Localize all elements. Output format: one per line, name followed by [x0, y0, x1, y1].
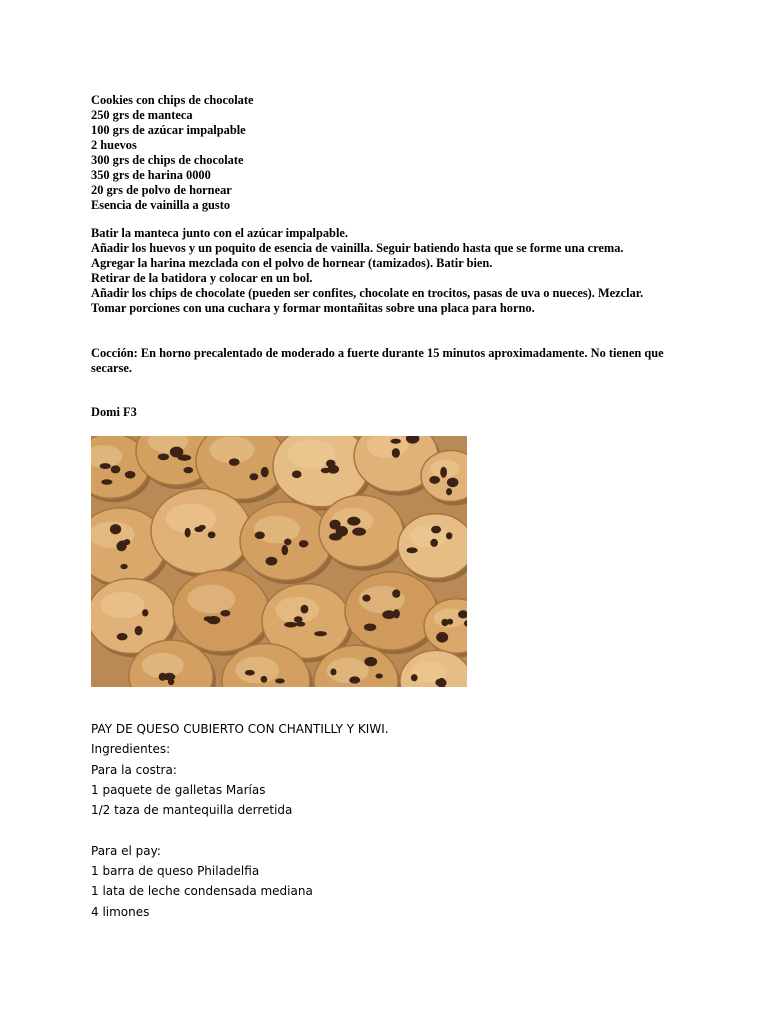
recipe1-steps-block [91, 226, 643, 316]
ingredient-line: 2 huevos [91, 138, 137, 152]
step-line: Tomar porciones con una cuchara y formar montañitas sobre una placa para horno. [91, 301, 535, 315]
recipe2-title: PAY DE QUESO CUBIERTO CON CHANTILLY Y KIWI. [91, 722, 389, 736]
ingredient-line: 300 grs de chips de chocolate [91, 153, 244, 167]
step-line: Añadir los huevos y un poquito de esencia de vainilla. Seguir batiendo hasta que se forme una crema. [91, 241, 624, 255]
step-line: Batir la manteca junto con el azúcar impalpable. [91, 226, 348, 240]
ingredient-line: 20 grs de polvo de hornear [91, 183, 232, 197]
pay-item: 4 limones [91, 904, 150, 919]
recipe2-block [91, 719, 389, 922]
crust-item: 1/2 taza de mantequilla derretida [91, 803, 293, 818]
recipe1-title: Cookies con chips de chocolate [91, 93, 254, 107]
ingredient-line: Esencia de vainilla a gusto [91, 198, 231, 212]
step-line: Añadir los chips de chocolate (pueden ser confites, chocolate en trocitos, pasas de uva o nueces). Mezclar. [91, 286, 644, 300]
coccion-paragraph [91, 346, 681, 376]
step-line: Retirar de la batidora y colocar en un bol. [91, 271, 313, 285]
ingredient-line: 250 grs de manteca [91, 108, 193, 122]
pay-item: 1 barra de queso Philadelfia [91, 864, 260, 879]
ingredient-line: 350 grs de harina 0000 [91, 168, 211, 182]
pay-item: 1 lata de leche condensada mediana [91, 884, 313, 899]
cookies-photo [91, 436, 467, 687]
crust-item: 1 paquete de galletas Marías [91, 782, 266, 797]
ingredients-heading: Ingredientes: [91, 742, 171, 757]
author-name: Domi F3 [91, 405, 137, 419]
coccion-text: Cocción: En horno precalentado de moderado a fuerte durante 15 minutos aproximadamente. No tienen que secarse. [91, 346, 664, 375]
step-line: Agregar la harina mezclada con el polvo de hornear (tamizados). Batir bien. [91, 256, 493, 270]
recipe1-ingredients-block [91, 93, 253, 213]
author-signature [91, 405, 137, 420]
crust-heading: Para la costra: [91, 762, 177, 777]
spacer [91, 820, 389, 840]
ingredient-line: 100 grs de azúcar impalpable [91, 123, 246, 137]
pay-heading: Para el pay: [91, 843, 161, 858]
